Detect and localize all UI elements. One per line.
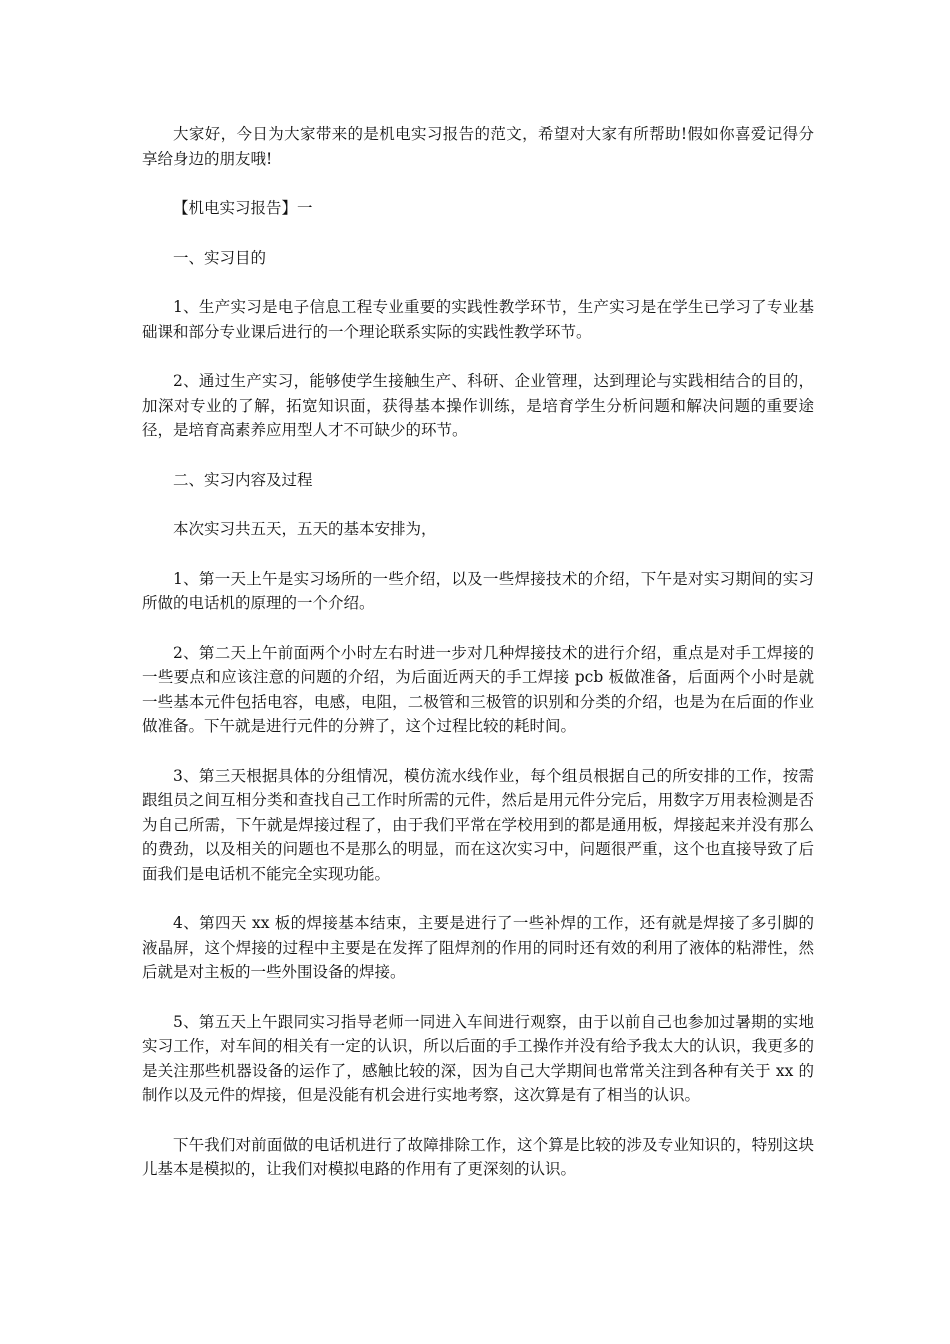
report-title: 【机电实习报告】一 (173, 199, 313, 217)
intro-paragraph: 大家好，今日为大家带来的是机电实习报告的范文，希望对大家有所帮助!假如你喜爱记得分享给身边的朋友哦! (142, 125, 814, 168)
day-1-paragraph: 1、第一天上午是实习场所的一些介绍，以及一些焊接技术的介绍，下午是对实习期间的实习所做的电话机的原理的一个介绍。 (142, 569, 814, 612)
day-2-paragraph: 2、第二天上午前面两个小时左右时进一步对几种焊接技术的进行介绍，重点是对手工焊接的一些要点和应该注意的问题的介绍，为后面近两天的手工焊接 pcb 板做准备，后面两个小时是就一些基本元件包括电容，电感，电阻，二极管和三极管的识别和分类的介绍，也是为在后面的作业做准备。下午就是进行元件的分辨了，这个过程比较的耗时间。 (142, 643, 814, 735)
day-4-paragraph: 4、第四天 xx 板的焊接基本结束，主要是进行了一些补焊的工作，还有就是焊接了多引脚的液晶屏，这个焊接的过程中主要是在发挥了阻焊剂的作用的同时还有效的利用了液体的粘滞性，然后就是对主板的一些外围设备的焊接。 (142, 914, 814, 981)
schedule-intro-paragraph: 本次实习共五天，五天的基本安排为， (173, 520, 437, 538)
section-heading-purpose: 一、实习目的 (173, 248, 267, 267)
day-5-paragraph: 5、第五天上午跟同实习指导老师一同进入车间进行观察，由于以前自己也参加过暑期的实地实习工作，对车间的相关有一定的认识，所以后面的手工操作并没有给予我太大的认识，我更多的是关注那些机器设备的运作了，感触比较的深，因为自己大学期间也常常关注到各种有关于 xx 的制作以及元件的焊接，但是没能有机会进行实地考察，这次算是有了相当的认识。 (142, 1012, 814, 1104)
purpose-paragraph-1: 1、生产实习是电子信息工程专业重要的实践性教学环节，生产实习是在学生已学习了专业基础课和部分专业课后进行的一个理论联系实际的实践性教学环节。 (142, 298, 814, 341)
document-body (142, 122, 814, 1207)
afternoon-paragraph: 下午我们对前面做的电话机进行了故障排除工作，这个算是比较的涉及专业知识的，特别这块儿基本是模拟的，让我们对模拟电路的作用有了更深刻的认识。 (142, 1135, 814, 1178)
day-3-paragraph: 3、第三天根据具体的分组情况，模仿流水线作业，每个组员根据自己的所安排的工作，按需跟组员之间互相分类和查找自己工作时所需的元件，然后是用元件分完后，用数字万用表检测是否为自己所需，下午就是焊接过程了，由于我们平常在学校用到的都是通用板，焊接起来并没有那么的费劲，以及相关的问题也不是那么的明显，而在这次实习中，问题很严重，这个也直接导致了后面我们是电话机不能完全实现功能。 (142, 766, 814, 883)
purpose-paragraph-2: 2、通过生产实习，能够使学生接触生产、科研、企业管理，达到理论与实践相结合的目的，加深对专业的了解，拓宽知识面，获得基本操作训练，是培育学生分析问题和解决问题的重要途径，是培育高素养应用型人才不可缺少的环节。 (142, 372, 814, 439)
section-heading-content: 二、实习内容及过程 (173, 470, 313, 489)
